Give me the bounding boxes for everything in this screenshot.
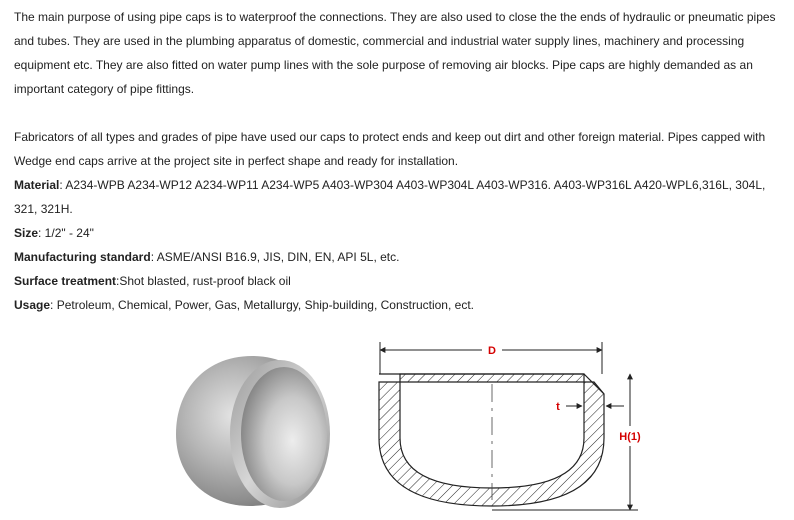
pipe-cap-drawing	[372, 338, 642, 518]
spec-standard	[14, 245, 784, 269]
spec-size	[14, 221, 784, 245]
spec-surface-value: :Shot blasted, rust-proof black oil	[116, 274, 291, 288]
pipe-cap-photo	[172, 350, 332, 512]
intro-paragraph: The main purpose of using pipe caps is to waterproof the connections. They are also used to close the the ends of hydraulic or pneumatic pipes and tubes. They are used in the plumbing apparatus of domestic, commercial and industrial water supply lines, machinery and processing equipment etc. They are also fitted on water pump lines with the sole purpose of removing air blocks. Pipe caps are highly demanded as an important category of pipe fittings.	[14, 10, 776, 96]
spec-usage-value: : Petroleum, Chemical, Power, Gas, Metallurgy, Ship-building, Construction, ect.	[50, 298, 474, 312]
spec-size-value: : 1/2" - 24"	[38, 226, 94, 240]
spec-material-value: : A234-WPB A234-WP12 A234-WP11 A234-WP5 A403-WP304 A403-WP304L A403-WP316. A403-WP316L A420-WPL6,316L, 304L, 321, 321H.	[14, 178, 766, 216]
spec-usage-label: Usage	[14, 298, 51, 312]
dimension-d-label: D	[488, 345, 496, 357]
spec-surface	[14, 269, 784, 293]
fabricators-paragraph: Fabricators of all types and grades of pipe have used our caps to protect ends and keep out dirt and other foreign material. Pipes capped with Wedge end caps arrive at the project site in perfect shape and ready for installation.	[14, 130, 766, 168]
spec-usage	[14, 293, 784, 317]
cap-section-wall	[379, 374, 604, 506]
dimension-t-label: t	[556, 401, 560, 413]
spec-material	[14, 173, 784, 221]
dimension-h-label: H(1)	[619, 431, 641, 443]
spec-surface-label: Surface treatment	[14, 274, 117, 288]
spec-size-label: Size	[14, 226, 39, 240]
cap-inner-cavity	[241, 367, 327, 501]
spec-standard-label: Manufacturing standard	[14, 250, 151, 264]
spec-material-label: Material	[14, 178, 60, 192]
spec-standard-value: : ASME/ANSI B16.9, JIS, DIN, EN, API 5L, etc.	[150, 250, 400, 264]
